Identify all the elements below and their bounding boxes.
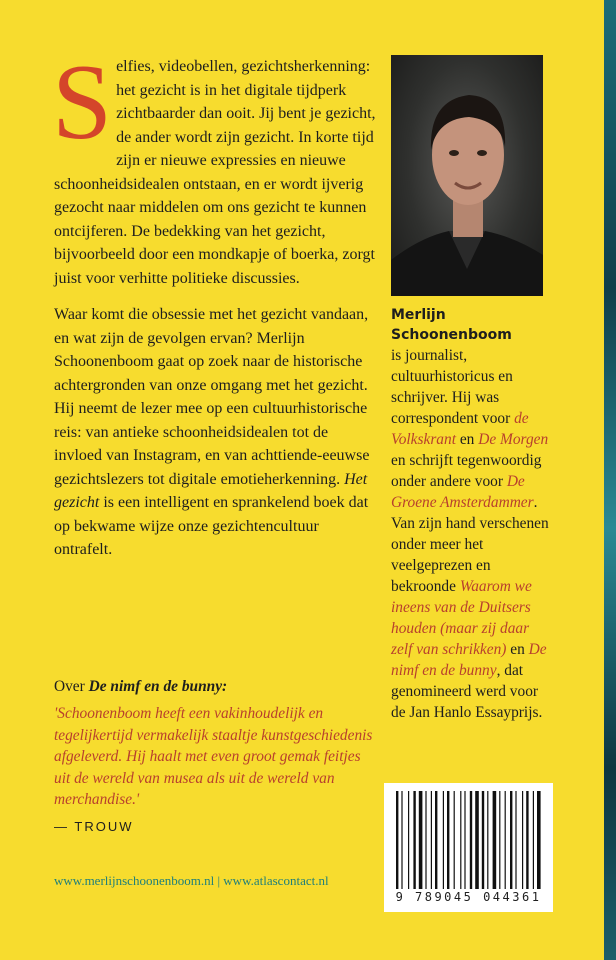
barcode-bar <box>533 791 534 889</box>
barcode-bar <box>435 791 437 889</box>
barcode-bar <box>419 791 423 889</box>
barcode-bar <box>460 791 461 889</box>
barcode-bar <box>408 791 409 889</box>
book-title-inline: Het gezicht <box>54 470 368 511</box>
isbn-number: 9 789045 044361 <box>395 890 542 904</box>
barcode-bar <box>425 791 426 889</box>
barcode-bar <box>510 791 512 889</box>
bio-title-de-morgen: De Morgen <box>478 431 549 448</box>
barcode-bar <box>413 791 415 889</box>
bio-title-volkskrant: de Volkskrant <box>391 410 529 448</box>
bio-title-waarom: Waarom we ineens van de Duitsers houden (maar zij daar zelf van schrikken) <box>391 578 532 658</box>
barcode-bar <box>475 791 479 889</box>
barcode-bar <box>537 791 541 889</box>
bio-text-5: en <box>506 641 529 658</box>
barcode-bar <box>499 791 500 889</box>
bio-text-6: , dat genomineerd werd voor de Jan Hanlo Essayprijs. <box>391 662 543 721</box>
barcode-bar <box>401 791 402 889</box>
bio-text-3: en schrijft tegenwoordig onder andere voor <box>391 452 542 490</box>
barcode-bar <box>515 791 516 889</box>
bio-title-groene: De Groene Amsterdammer <box>391 473 534 511</box>
barcode-bar <box>443 791 444 889</box>
barcode-bar <box>505 791 506 889</box>
back-cover-blurb <box>52 43 376 575</box>
bio-title-nimf: De nimf en de bunny <box>391 641 547 679</box>
bio-text-1: is journalist, cultuurhistoricus en schrijver. Hij was correspondent voor <box>391 347 515 427</box>
barcode-bar <box>454 791 455 889</box>
barcode-bar <box>522 791 523 889</box>
blurb-paragraph-2 <box>54 303 376 562</box>
author-bio <box>391 305 551 723</box>
review-book-title: De nimf en de bunny: <box>88 678 228 695</box>
barcode-bar <box>431 791 432 889</box>
review-over-label: Over <box>54 678 85 695</box>
barcode-bar <box>470 791 472 889</box>
blurb-paragraph-1-text: elfies, videobellen, gezichtsherkenning: het gezicht is in het digitale tijdperk zichtbaarder dan ooit. Jij bent je gezicht, de ander wordt zijn gezicht. In korte tijd zijn er nieuwe expressies en nieuwe schoonheidsidealen ontstaan, en er wordt ijverig gezocht naar middelen om ons gezicht te kunnen ontcijferen. De bedekking van het gezicht, bijvoorbeeld door een mondkapje of boerka, zorgt juist voor verhitte politieke discussies. <box>54 58 376 287</box>
spine-edge <box>604 0 616 960</box>
review-quote: 'Schoonenboom heeft een vakinhoudelijk en tegelijkertijd vermakelijk staaltje kunstgeschiedenis afgeleverd. Hij haalt met even groot gemak feitjes uit de wereld van musea als uit de wereld van merchandise.' <box>54 705 373 808</box>
author-bio-text <box>391 345 551 723</box>
blurb-paragraph-2-b: is een intelligent en sprankelend boek dat op bekwame wijze onze gezichtencultuur ontrafelt. <box>54 494 369 558</box>
barcode-bar <box>447 791 449 889</box>
drop-cap: S <box>52 43 113 162</box>
barcode-bar <box>396 791 398 889</box>
review-heading <box>54 678 374 696</box>
barcode-bar <box>464 791 465 889</box>
bio-text-4: . Van zijn hand verschenen onder meer het veelgeprezen en bekroonde <box>391 494 549 595</box>
blurb-paragraph-2-a: Waar komt die obsessie met het gezicht vandaan, en wat zijn de gevolgen ervan? Merlijn Schoonenboom gaat op zoek naar de historische achtergronden van onze omgang met het gezicht. Hij neemt de lezer mee op een cultuurhistorische reis: van antieke schoonheidsidealen tot de invloed van Instagram, en van achttiende-eeuwse gezichtslezers tot digitale emotieherkenning. <box>54 306 370 488</box>
author-photo <box>391 55 543 296</box>
bio-text-2: en <box>455 431 479 448</box>
barcode-bar <box>526 791 528 889</box>
barcode-bar <box>487 791 488 889</box>
publisher-urls: www.merlijnschoonenboom.nl | www.atlascontact.nl <box>54 873 329 888</box>
author-name: Merlijn Schoonenboom <box>391 307 512 343</box>
barcode-bar <box>493 791 497 889</box>
author-portrait-illustration <box>391 55 543 296</box>
barcode-bar <box>482 791 484 889</box>
review-source: — TROUW <box>54 819 134 834</box>
blurb-paragraph-1 <box>52 43 376 290</box>
